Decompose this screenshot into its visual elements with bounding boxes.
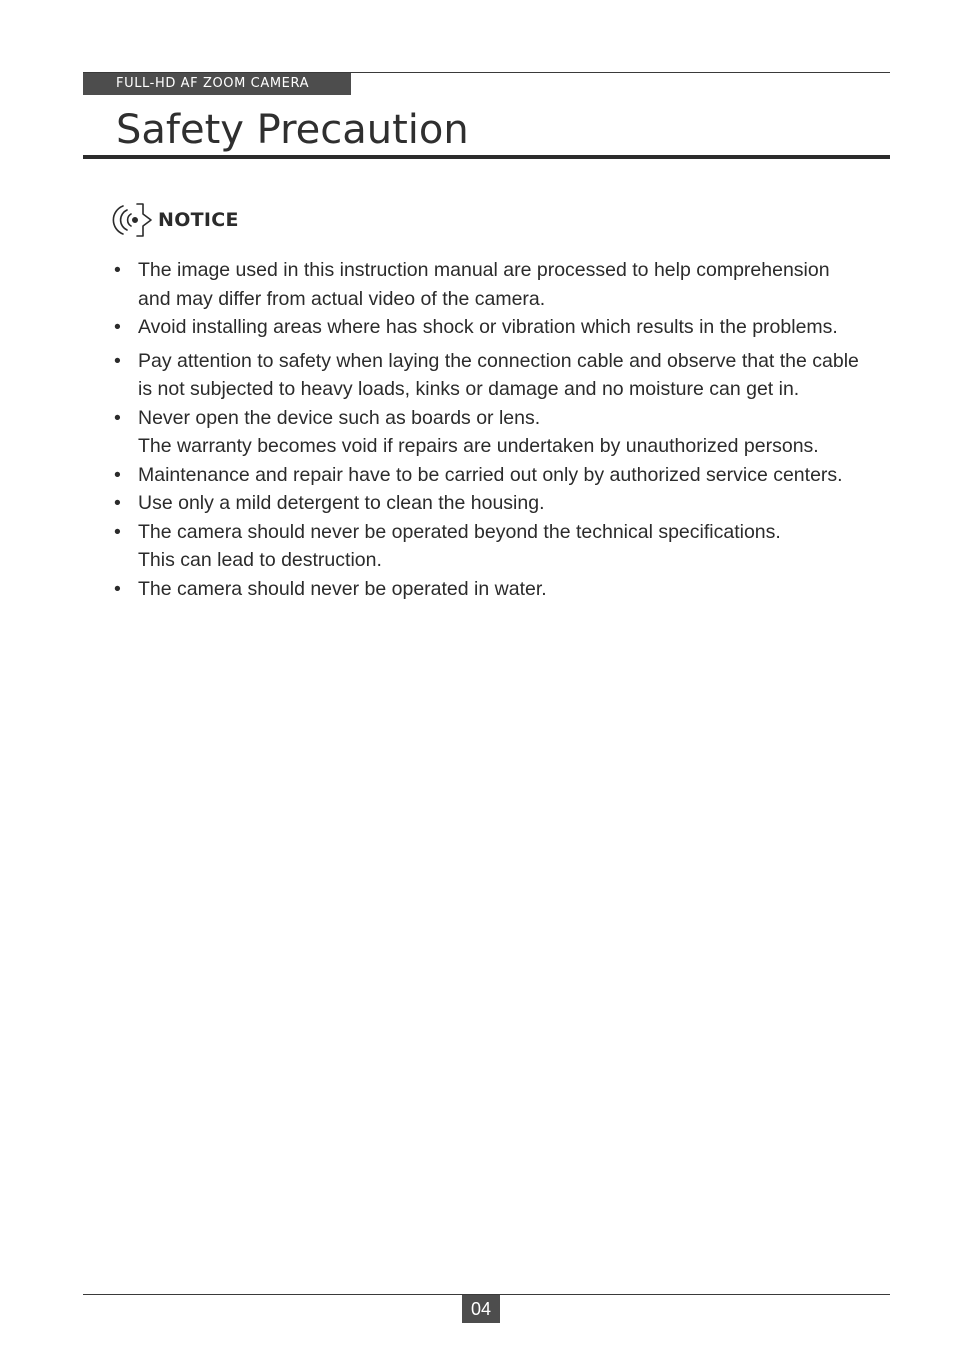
bullet-text: The warranty becomes void if repairs are undertaken by unauthorized persons. (138, 435, 819, 457)
list-item (110, 256, 900, 313)
bullet-text: is not subjected to heavy loads, kinks or damage and no moisture can get in. (138, 378, 800, 400)
page-number: 04 (462, 1295, 500, 1323)
list-item (110, 461, 900, 490)
bullet-text: The camera should never be operated in water. (138, 577, 547, 600)
bullet-text: Pay attention to safety when laying the connection cable and observe that the cable (138, 349, 859, 372)
page-title: Safety Precaution (116, 107, 469, 153)
bullet-text: Use only a mild detergent to clean the housing. (138, 492, 545, 514)
product-label-tab: FULL-HD AF ZOOM CAMERA (83, 73, 351, 95)
bullet-text: Avoid installing areas where has shock or vibration which results in the problems. (138, 316, 838, 338)
bullet-icon: • (114, 492, 121, 514)
bullet-icon: • (114, 316, 121, 338)
bullet-text: This can lead to destruction. (138, 549, 382, 571)
bullet-text: The camera should never be operated beyond the technical specifications. (138, 520, 781, 543)
notice-label: NOTICE (158, 209, 239, 231)
list-item (110, 313, 900, 342)
bullet-text: Maintenance and repair have to be carried out only by authorized service centers. (138, 463, 843, 486)
bullet-icon: • (114, 406, 121, 429)
notice-speaker-icon (110, 200, 154, 240)
list-item (110, 489, 900, 518)
bullet-icon: • (114, 259, 121, 281)
safety-bullet-list (110, 256, 900, 603)
list-item (110, 518, 900, 575)
bullet-text: The image used in this instruction manual are processed to help comprehension (138, 259, 830, 281)
bullet-icon: • (114, 577, 121, 600)
bullet-text: and may differ from actual video of the camera. (138, 287, 546, 310)
notice-heading (110, 200, 239, 240)
bullet-icon: • (114, 520, 121, 543)
title-underline (83, 155, 890, 159)
bullet-text: Never open the device such as boards or lens. (138, 406, 541, 429)
bullet-icon: • (114, 463, 121, 486)
list-item (110, 404, 900, 461)
list-item (110, 575, 900, 604)
bullet-icon: • (114, 349, 121, 372)
list-item (110, 347, 900, 404)
